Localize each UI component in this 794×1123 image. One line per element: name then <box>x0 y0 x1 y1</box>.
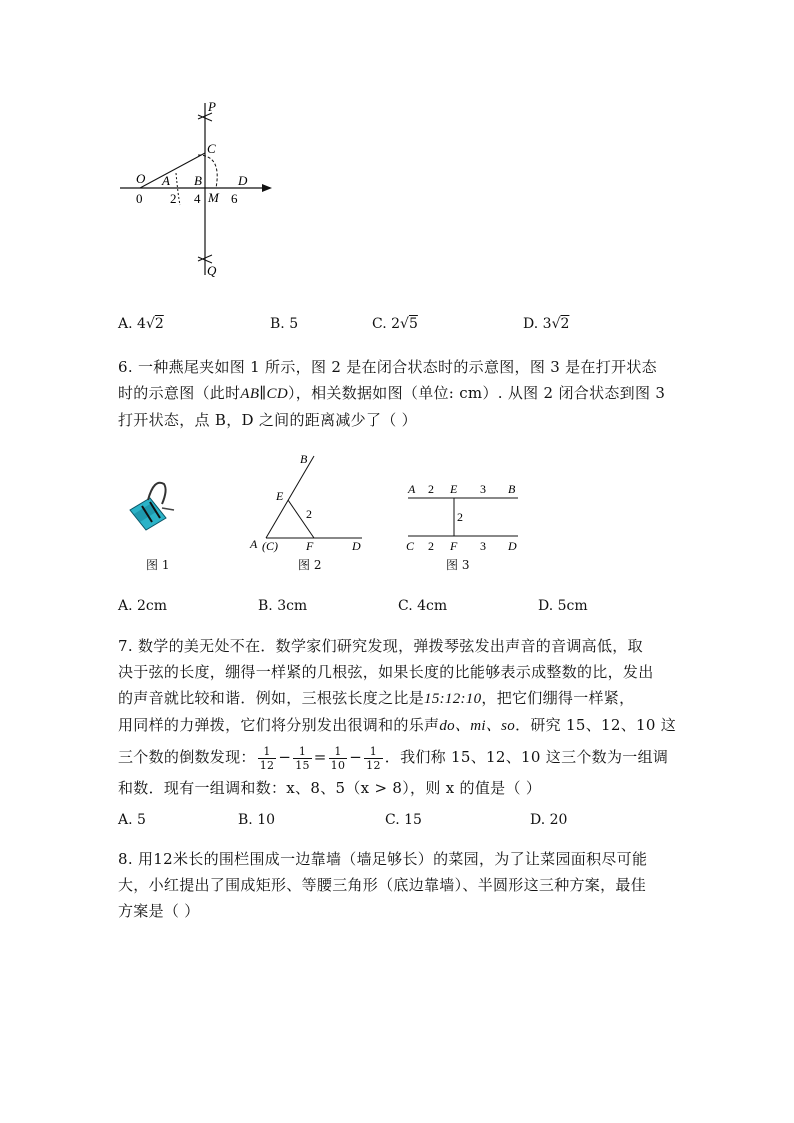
label-p: P <box>208 99 216 114</box>
q7-stem <box>118 633 698 801</box>
fig3-open <box>400 476 530 558</box>
label-c: C <box>207 141 216 156</box>
q6-line3: 打开状态，点 B，D 之间的距离减少了（ ） <box>118 411 417 429</box>
axis-arrow <box>262 184 272 192</box>
fraction: $\frac{1}{12}$ <box>366 744 381 772</box>
label-d: D <box>238 173 248 188</box>
fig2-label-c: (C) <box>262 539 278 553</box>
q6-option-c[interactable]: C. 4cm <box>398 598 448 614</box>
fig2-label-d: D <box>352 539 361 553</box>
fig3-label-3a: 3 <box>480 482 486 496</box>
q7-line2: 决于弦的长度，绷得一样紧的几根弦，如果长度的比能够表示成整数的比，发出 <box>118 663 654 681</box>
q7-line1: 7. 数学的美无处不在．数学家们研究发现，弹拨琴弦发出声音的音调高低，取 <box>118 637 643 655</box>
q8-stem <box>118 846 698 924</box>
fraction: $\frac{1}{15}$ <box>295 744 310 772</box>
fig3-label-b: B <box>508 482 516 496</box>
fig3-label-mid2: 2 <box>457 510 463 524</box>
fraction: $\frac{1}{10}$ <box>330 744 346 772</box>
fig1-caption: 图 1 <box>146 558 170 572</box>
fig3-label-a: A <box>408 482 416 496</box>
fig3-label-e: E <box>450 482 458 496</box>
q6-line2: 时的示意图（此时AB∥CD），相关数据如图（单位: cm）. 从图 2 闭合状态到图 3 <box>118 384 666 402</box>
q6-line1: 6. 一种燕尾夹如图 1 所示，图 2 是在闭合状态时的示意图，图 3 是在打开状态 <box>118 358 657 376</box>
fig2-label-2: 2 <box>306 507 312 521</box>
label-m: M <box>208 190 219 205</box>
q5-option-b[interactable]: B. 5 <box>270 316 299 332</box>
fig1-binder-clip <box>122 470 192 540</box>
fig3-label-d: D <box>508 539 517 553</box>
fig3-caption: 图 3 <box>446 558 470 572</box>
q6-stem <box>118 354 698 433</box>
q7-option-a[interactable]: A. 5 <box>118 812 146 828</box>
label-o: O <box>136 171 146 186</box>
q8-line2: 大，小红提出了围成矩形、等腰三角形（底边靠墙）、半圆形这三种方案，最佳 <box>118 876 647 894</box>
label-b: B <box>194 173 202 188</box>
sqrt-expr: 2√5 <box>391 316 418 332</box>
fig2-label-b: B <box>300 452 308 466</box>
q6-option-b[interactable]: B. 3cm <box>258 598 308 614</box>
sqrt-expr: 3√2 <box>542 316 570 332</box>
tick-6: 6 <box>231 191 238 206</box>
q5-option-a[interactable]: A. 4√2 <box>118 316 164 332</box>
tick-4: 4 <box>194 191 201 206</box>
q7-option-c[interactable]: C. 15 <box>385 812 422 828</box>
fraction: $\frac{1}{12}$ <box>259 744 275 772</box>
fig2-closed <box>244 448 374 556</box>
label-a: A <box>162 173 170 188</box>
sqrt-expr: 4√2 <box>137 316 164 332</box>
q7-line4: 用同样的力弹拨，它们将分别发出很调和的乐声do、mi、so．研究 15、12、10 这 <box>118 716 677 734</box>
fig3-label-c: C <box>406 539 415 553</box>
q5-figure <box>110 95 290 285</box>
fig3-label-3b: 3 <box>480 539 486 553</box>
q5-option-c[interactable]: C. 2√5 <box>372 316 418 332</box>
fig3-label-2b: 2 <box>428 539 434 553</box>
q6-option-a[interactable]: A. 2cm <box>118 598 168 614</box>
fig2-caption: 图 2 <box>298 558 322 572</box>
q8-line1: 8. 用12米长的围栏围成一边靠墙（墙足够长）的菜园，为了让菜园面积尽可能 <box>118 850 648 868</box>
q7-option-d[interactable]: D. 20 <box>530 812 568 828</box>
q7-line3: 的声音就比较和谐．例如，三根弦长度之比是15:12:10，把它们绷得一样紧， <box>118 689 635 707</box>
q7-line5: 三个数的倒数发现： $\frac{1}{12}$ − $\frac{1}{15}$ = $\frac{1}{10}$ − $\frac{1}{12}$ ．我们称 15、12、10 这三个数为一组调 <box>118 744 669 772</box>
fig3-label-2a: 2 <box>428 482 434 496</box>
fig2-label-a: A <box>250 537 258 551</box>
fig3-label-f: F <box>450 539 458 553</box>
fig2-label-e: E <box>276 489 284 503</box>
q6-option-d[interactable]: D. 5cm <box>538 598 588 614</box>
q5-option-d[interactable]: D. 3√2 <box>523 316 570 332</box>
q7-line6: 和数．现有一组调和数：x、8、5（x > 8），则 x 的值是（ ） <box>118 779 542 797</box>
tick-0: 0 <box>136 191 143 206</box>
arc-a <box>176 173 180 205</box>
tick-2: 2 <box>170 191 177 206</box>
q8-line3: 方案是（ ） <box>118 902 200 920</box>
fig2-label-f: F <box>306 539 314 553</box>
label-q: Q <box>207 263 217 278</box>
q7-option-b[interactable]: B. 10 <box>238 812 276 828</box>
